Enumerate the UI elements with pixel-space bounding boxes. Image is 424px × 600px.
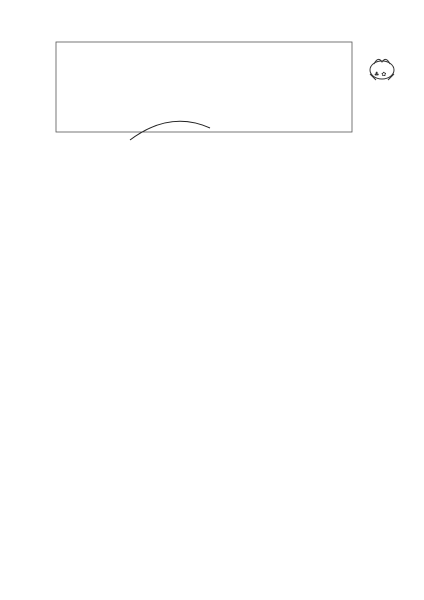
stamp-illustration-icon xyxy=(370,59,394,80)
score-mark xyxy=(130,121,210,140)
stamp xyxy=(370,59,394,80)
svg-text:♣ ✿: ♣ ✿ xyxy=(374,71,387,78)
teacher-comment-box xyxy=(56,42,352,132)
